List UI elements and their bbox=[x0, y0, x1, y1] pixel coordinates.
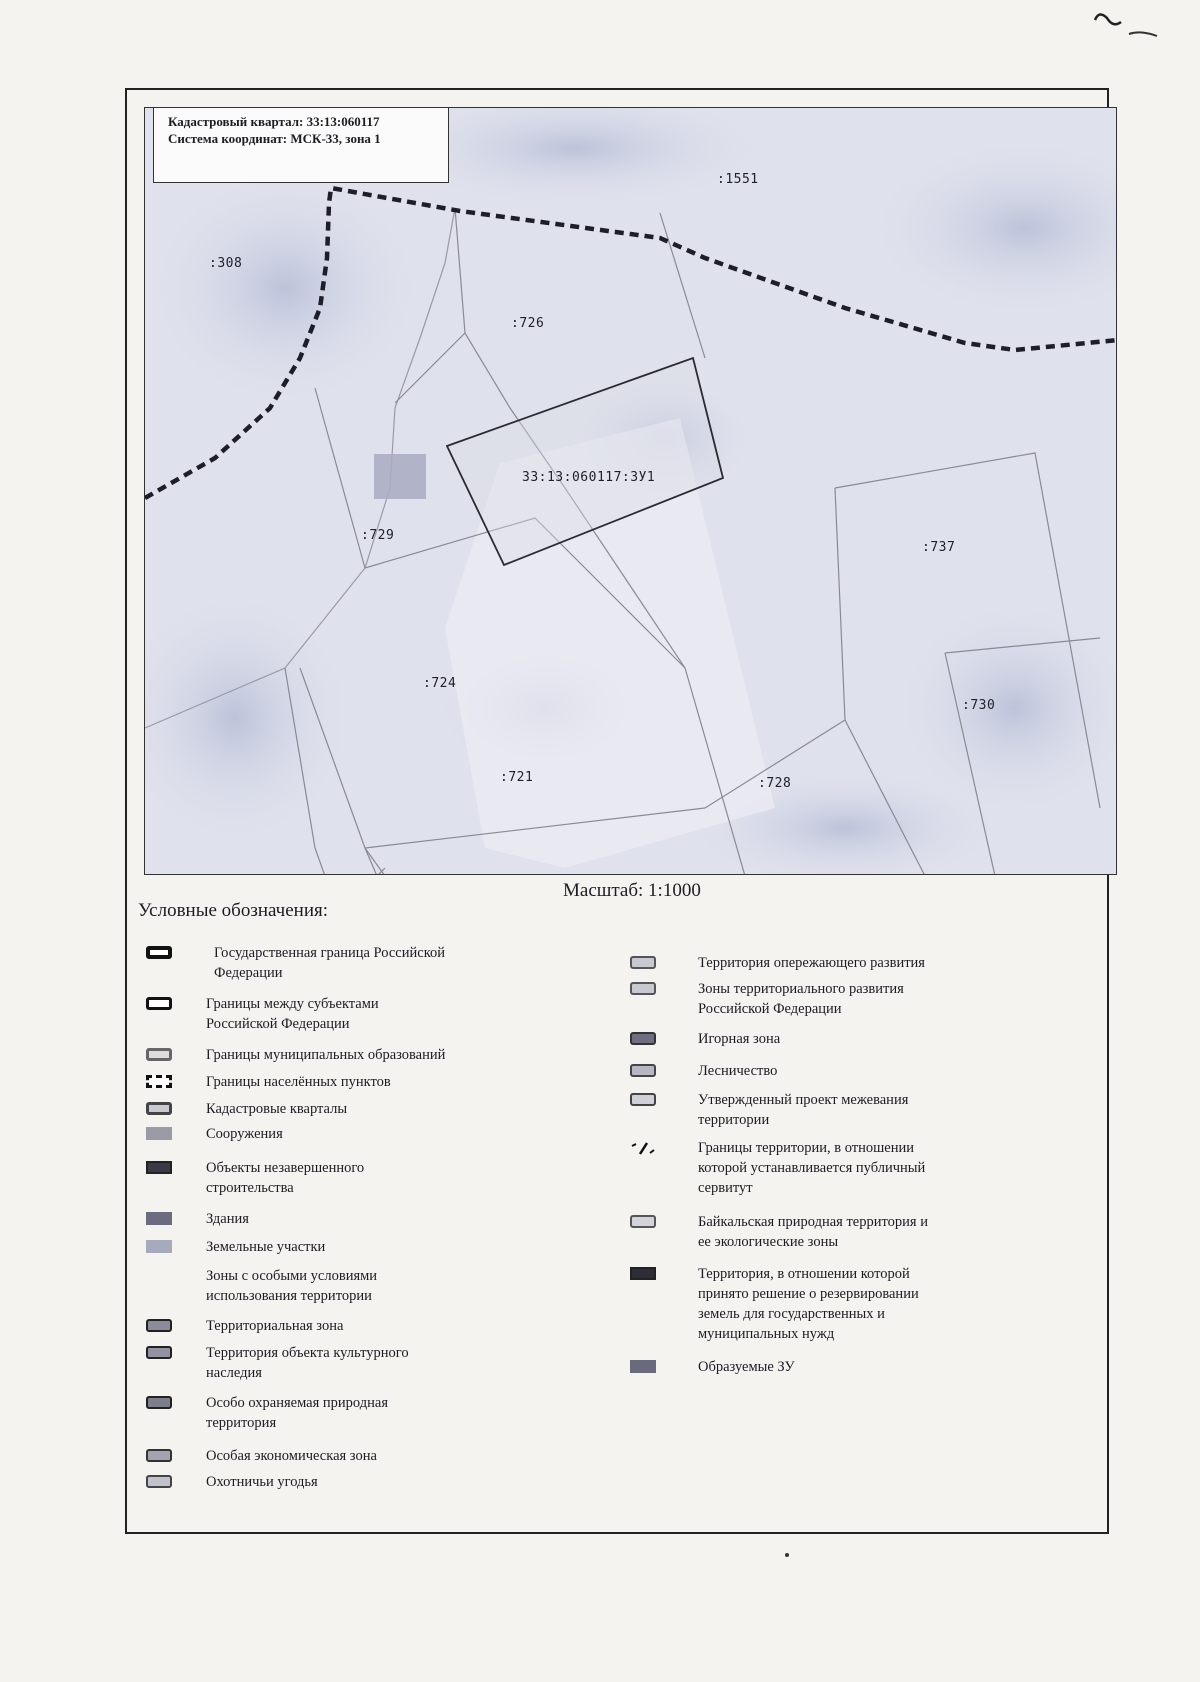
protected-area-swatch bbox=[146, 1396, 172, 1409]
cadastral-quarter-swatch bbox=[146, 1102, 172, 1115]
map-info-box bbox=[153, 107, 449, 183]
parcel-label-730: :730 bbox=[962, 698, 996, 713]
coordinate-system-text: Система координат: МСК-33, зона 1 bbox=[168, 131, 381, 146]
legend-label: Границы территории, в отношении которой устанавливается публичный сервитут bbox=[698, 1140, 926, 1196]
forestry-swatch bbox=[630, 1064, 656, 1077]
state-border-swatch bbox=[146, 946, 172, 959]
parcel-label-726: :726 bbox=[511, 316, 545, 331]
paper-dot bbox=[785, 1553, 789, 1557]
parcel-label-1551: :1551 bbox=[717, 172, 759, 187]
legend-label: Границы населённых пунктов bbox=[206, 1074, 391, 1090]
legend-label: Территория объекта культурного наследия bbox=[206, 1345, 409, 1381]
cadastral-quarter-text: Кадастровый квартал: 33:13:060117 bbox=[168, 114, 380, 129]
legend-label: Территориальная зона bbox=[206, 1318, 344, 1334]
settlement-border-swatch bbox=[146, 1075, 172, 1088]
parcel-label-729: :729 bbox=[361, 528, 395, 543]
parcel-label-308: :308 bbox=[209, 256, 243, 271]
legend-label: Зоны с особыми условиями использования территории bbox=[206, 1268, 378, 1304]
building-square bbox=[374, 454, 426, 499]
survey-project-swatch bbox=[630, 1093, 656, 1106]
parcel-label-728: :728 bbox=[758, 776, 792, 791]
municipal-border-swatch bbox=[146, 1048, 172, 1061]
public-servitude-icon bbox=[630, 1141, 656, 1155]
legend-label: Земельные участки bbox=[206, 1239, 326, 1255]
territorial-development-swatch bbox=[630, 982, 656, 995]
legend-label: Образуемые ЗУ bbox=[698, 1359, 795, 1375]
legend-label: Здания bbox=[206, 1211, 249, 1227]
reserved-land-swatch bbox=[630, 1267, 656, 1280]
legend-label: Границы между субъектами Российской Федерации bbox=[206, 996, 379, 1032]
legend-label: Особая экономическая зона bbox=[206, 1448, 377, 1464]
legend-label: Границы муниципальных образований bbox=[206, 1047, 446, 1063]
baikal-territory-swatch bbox=[630, 1215, 656, 1228]
new-plots-swatch bbox=[630, 1360, 656, 1373]
parcel-label-737: :737 bbox=[922, 540, 956, 555]
handwritten-mark bbox=[1085, 4, 1165, 44]
legend-label: Объекты незавершенного строительства bbox=[206, 1160, 365, 1196]
parcel-label-721: :721 bbox=[500, 770, 534, 785]
legend-label: Государственная граница Российской Федерации bbox=[214, 945, 446, 981]
unfinished-construction-swatch bbox=[146, 1161, 172, 1174]
legend-label: Территория, в отношении которой принято решение о резервировании земель для государственных и муниципальных нужд bbox=[698, 1266, 919, 1342]
cultural-heritage-swatch bbox=[146, 1346, 172, 1359]
legend-label: Утвержденный проект межевания территории bbox=[698, 1092, 909, 1128]
legend-title: Условные обозначения: bbox=[138, 900, 329, 921]
cadastral-map bbox=[144, 107, 1117, 875]
advanced-development-swatch bbox=[630, 956, 656, 969]
territorial-zone-swatch bbox=[146, 1319, 172, 1332]
legend-label: Лесничество bbox=[698, 1063, 778, 1079]
subject-border-swatch bbox=[146, 997, 172, 1010]
legend-label: Игорная зона bbox=[698, 1031, 781, 1047]
legend-label: Кадастровые кварталы bbox=[206, 1101, 348, 1117]
land-plots-swatch bbox=[146, 1240, 172, 1253]
legend-label: Охотничьи угодья bbox=[206, 1474, 318, 1490]
hunting-grounds-swatch bbox=[146, 1475, 172, 1488]
parcel-label-zu1: 33:13:060117:ЗУ1 bbox=[522, 470, 656, 485]
legend-label: Территория опережающего развития bbox=[698, 955, 925, 971]
legend-label: Сооружения bbox=[206, 1126, 283, 1142]
gambling-zone-swatch bbox=[630, 1032, 656, 1045]
economic-zone-swatch bbox=[146, 1449, 172, 1462]
legend-label: Байкальская природная территория и ее экологические зоны bbox=[698, 1214, 928, 1250]
parcel-label-724: :724 bbox=[423, 676, 457, 691]
map-scale: Масштаб: 1:1000 bbox=[563, 880, 701, 901]
buildings-swatch bbox=[146, 1212, 172, 1225]
legend-label: Особо охраняемая природная территория bbox=[206, 1395, 389, 1431]
map-drawing bbox=[145, 108, 1117, 875]
structures-swatch bbox=[146, 1127, 172, 1140]
legend-label: Зоны территориального развития Российской Федерации bbox=[698, 981, 904, 1017]
